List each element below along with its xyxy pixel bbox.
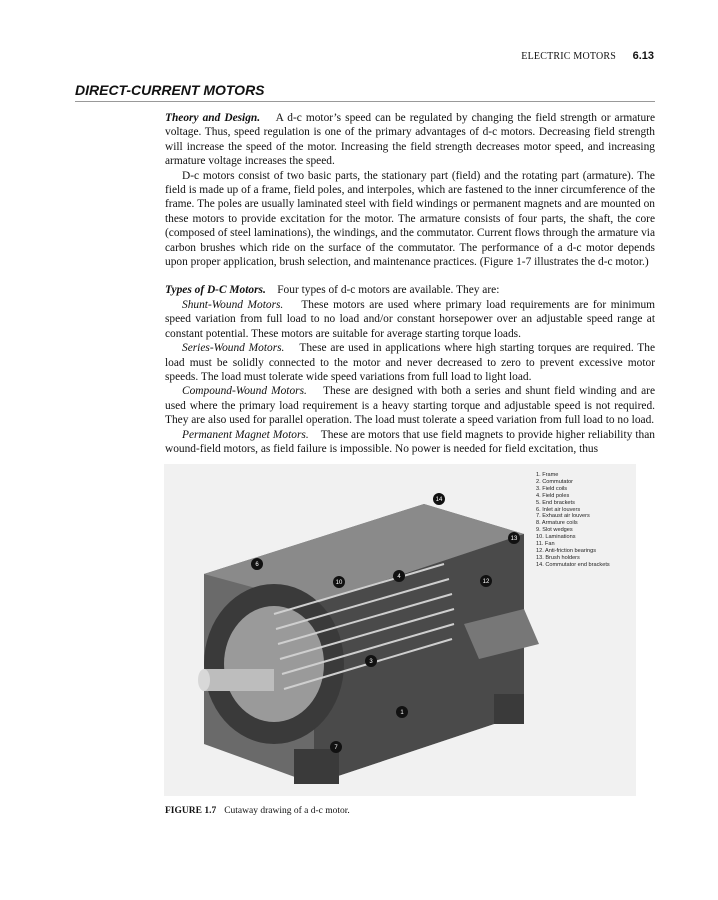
parts-legend xyxy=(536,472,610,569)
subheading: Permanent Magnet Motors. xyxy=(182,428,309,441)
paragraph-permanent xyxy=(165,428,655,457)
legend-item: 12. Anti-friction bearings xyxy=(536,547,597,554)
callout-number: 4 xyxy=(397,574,401,580)
subheading: Series-Wound Motors. xyxy=(182,342,285,355)
legend-item: 1. Frame xyxy=(536,472,559,478)
run-in-heading: Theory and Design. xyxy=(165,112,261,124)
legend-item: 9. Slot wedges xyxy=(536,527,573,534)
legend-item: 3. Field coils xyxy=(536,485,568,492)
callout-number: 14 xyxy=(435,497,443,503)
legend-item: 13. Brush holders xyxy=(536,554,580,561)
paragraph-theory xyxy=(165,111,655,169)
legend-item: 6. Inlet air louvers xyxy=(536,506,581,513)
callout-number: 7 xyxy=(334,745,338,751)
paragraph-compound xyxy=(165,384,655,427)
paragraph-text: D-c motors consist of two basic parts, the stationary part (field) and the rotating part (armature). The field is made up of a frame, field poles, and interpoles, which are fastened to the inner circumference of the frame. The poles are usually laminated steel with field windings or permanent magnets and are mounted on these motors to provide excitation for the motor. The armature consists of four parts, the shaft, the core (composed of steel laminations), the windings, and the commutator. Current flows through the armature via carbon brushes which ride on the surface of the commutator. The performance of a d-c motor depends upon proper application, brush selection, and maintenance practices. (Figure 1-7 illustrates the d-c motor.) xyxy=(165,169,655,269)
paragraph-text: These are used in applications where high starting torques are required. The load must be solidly connected to the motor and never decreased to zero to prevent excessive motor speeds. The load must tolerate wide speed variations from full load to light load. xyxy=(165,342,655,383)
paragraph-parts xyxy=(165,169,655,270)
callout-number: 1 xyxy=(400,710,404,716)
paragraph-series xyxy=(165,341,655,384)
subheading: Compound-Wound Motors. xyxy=(182,385,307,398)
legend-item: 8. Armature coils xyxy=(536,520,578,527)
callout-number: 12 xyxy=(482,579,490,585)
callout-number: 10 xyxy=(335,580,343,586)
caption-text: Cutaway drawing of a d-c motor. xyxy=(224,806,350,816)
subheading: Shunt-Wound Motors. xyxy=(182,298,284,311)
paragraph-text: These are designed with both a series and shunt field winding and are used where the primary load requirement is a heavy starting torque and adjustable speed is not required. They are also used for parallel operation. The load must tolerate a speed variation from full load to no load. xyxy=(165,385,655,427)
legend-item: 4. Field poles xyxy=(536,492,570,499)
section-title: DIRECT-CURRENT MOTORS xyxy=(75,82,655,102)
paragraph-shunt xyxy=(165,298,655,341)
figure-caption xyxy=(165,806,350,816)
paragraph-text: These motors are used where primary load requirements are for minimum speed variation from full load to no load and/or constant horsepower over an adjustable speed range at constant potential. These motors are suitable for average starting torque loads. xyxy=(165,298,655,340)
legend-item: 14. Commutator end brackets xyxy=(536,561,610,568)
paragraph-text: These are motors that use field magnets to provide higher reliability than wound-field motors, as field failure is impossible. No power is needed for field excitation, thus xyxy=(165,428,655,455)
page-number: 6.13 xyxy=(632,50,654,62)
figure-label: FIGURE 1.7 xyxy=(165,806,217,816)
motor-cutaway-figure xyxy=(164,464,636,796)
legend-item: 7. Exhaust air louvers xyxy=(536,513,590,520)
body-text xyxy=(165,111,655,456)
legend-item: 5. End brackets xyxy=(536,499,575,506)
run-in-heading: Types of D-C Motors. xyxy=(165,284,266,297)
paragraph-text: A d-c motor’s speed can be regulated by changing the field strength or armature voltage. Thus, speed regulation is one of the primary advantages of d-c motors. Decreasing field strength will increase the speed of the motor. Increasing the field strength decreases motor speed, and increasing armature voltage increases the speed. xyxy=(165,112,656,168)
legend-item: 11. Fan xyxy=(536,541,555,548)
paragraph-text: Four types of d-c motors are available. They are: xyxy=(277,284,500,297)
paragraph-types xyxy=(165,283,655,297)
callout-number: 3 xyxy=(369,659,373,665)
callout-number: 6 xyxy=(255,562,259,568)
legend-item: 10. Laminations xyxy=(536,534,576,541)
callout-number: 13 xyxy=(510,536,518,542)
running-header xyxy=(521,50,654,62)
legend-item: 2. Commutator xyxy=(536,478,573,485)
running-title: ELECTRIC MOTORS xyxy=(521,51,617,62)
